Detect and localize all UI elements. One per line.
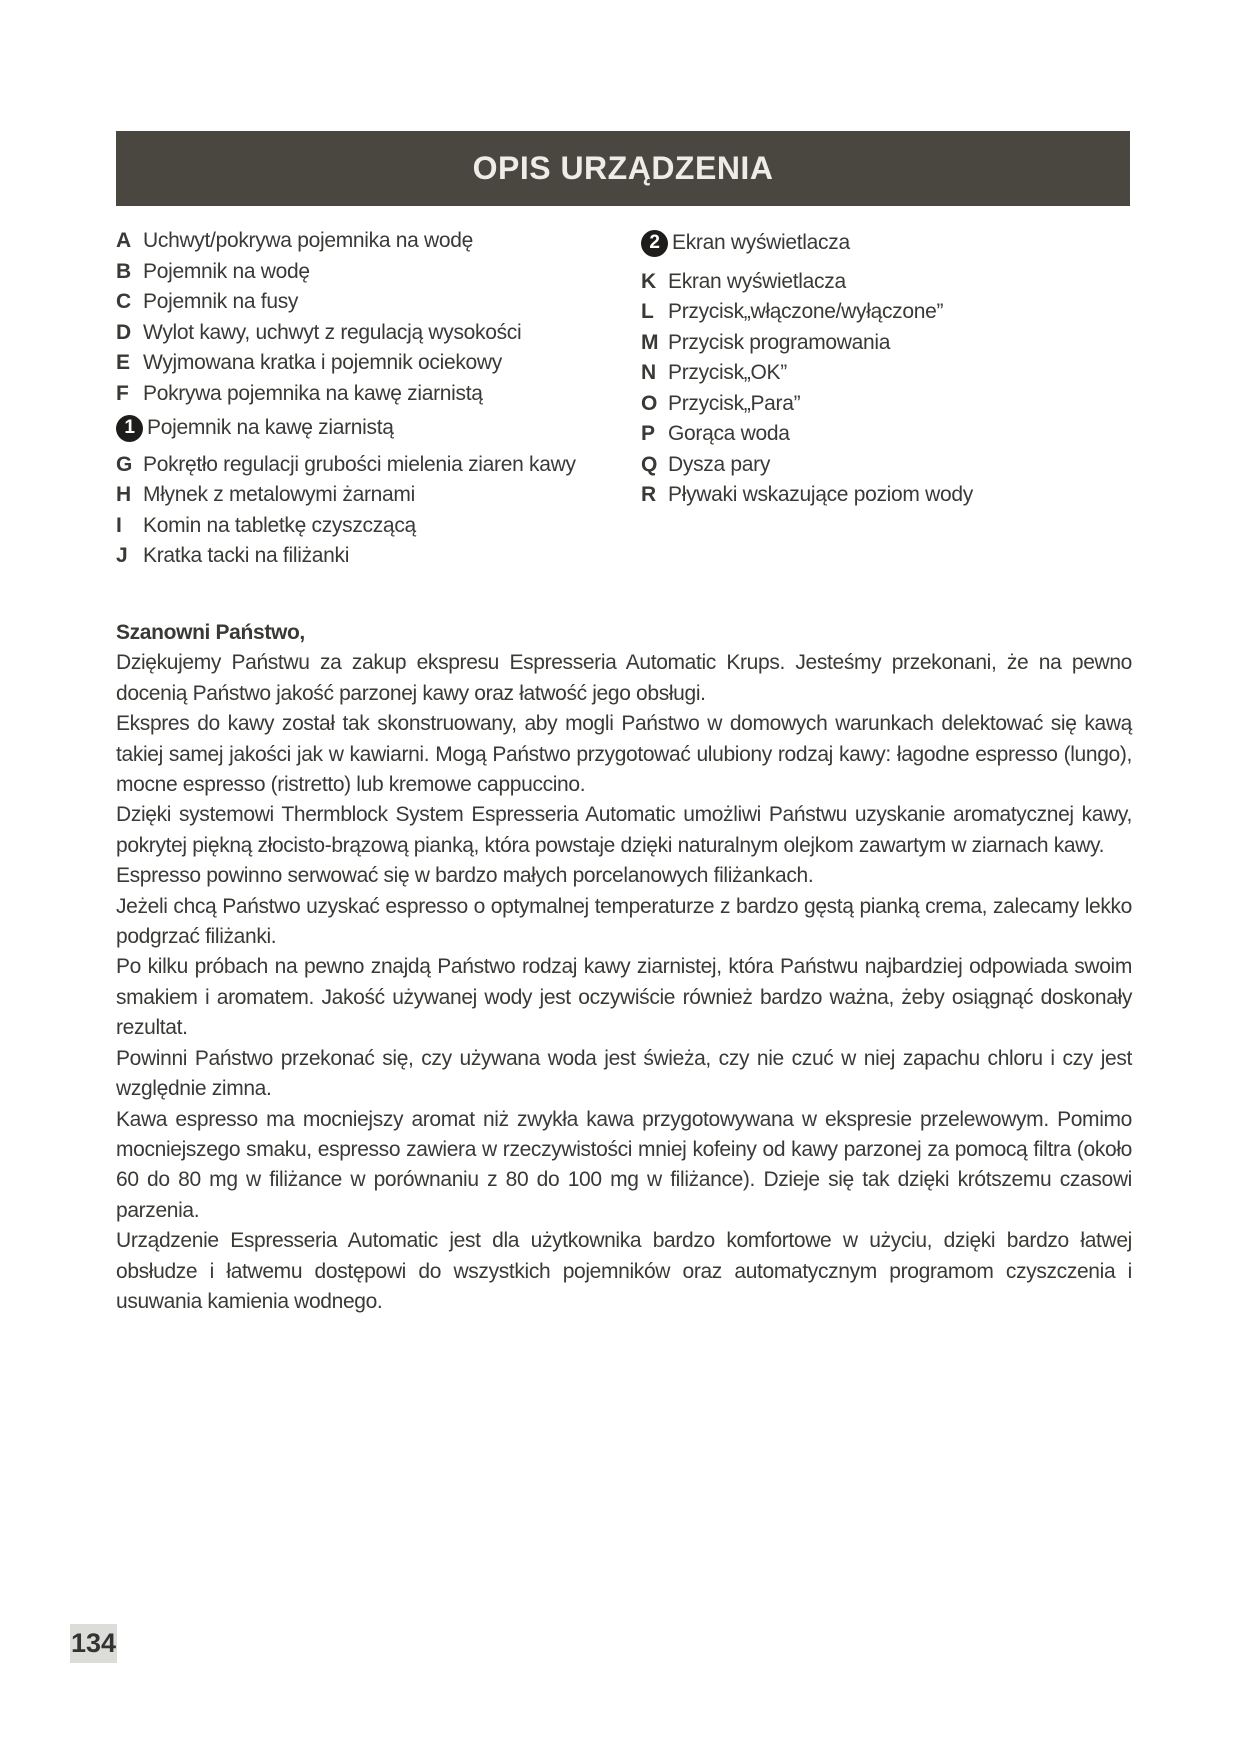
part-description: Pływaki wskazujące poziom wody [668, 483, 973, 506]
parts-list-right [641, 228, 1111, 511]
part-letter: L [641, 300, 654, 323]
parts-list-left [116, 226, 616, 572]
part-letter: O [641, 391, 658, 415]
part-letter: Q [641, 452, 658, 476]
paragraph: Urządzenie Espresseria Automatic jest dla użytkownika bardzo komfortowe w użyciu, dzięki bardzo łatwej obsłudze i łatwemu dostępowi do wszystkich pojemników oraz automatycznym programom czyszczenia i usuwania kamienia wodnego. [116, 1229, 1132, 1313]
part-item [641, 358, 1111, 389]
paragraph: Dzięki systemowi Thermblock System Espresseria Automatic umożliwi Państwu uzyskanie aromatycznej kawy, pokrytej piękną złocisto-brązową pianką, która powstaje dzięki naturalnym olejkom zawartym w ziarnach kawy. [116, 803, 1132, 857]
section-1-heading [116, 413, 616, 444]
part-item [116, 541, 616, 572]
paragraph: Ekspres do kawy został tak skonstruowany, aby mogli Państwo w domowych warunkach delektować się kawą takiej samej jakości jak w kawiarni. Mogą Państwo przygotować ulubiony rodzaj kawy: łagodne espresso (lungo), mocne espresso (ristretto) lub kremowe cappuccino. [116, 712, 1132, 797]
part-item [116, 287, 616, 318]
part-description: Przycisk„Para” [668, 391, 801, 415]
part-letter: M [641, 330, 659, 354]
part-item [116, 511, 616, 542]
part-description: Młynek z metalowymi żarnami [143, 483, 415, 506]
part-item [116, 318, 616, 349]
part-description: Pojemnik na wodę [143, 259, 310, 283]
greeting: Szanowni Państwo, [116, 621, 305, 644]
section-title: OPIS URZĄDZENIA [472, 150, 774, 186]
number-badge-2: 2 [641, 230, 668, 257]
part-description: Uchwyt/pokrywa pojemnika na wodę [143, 229, 474, 252]
part-description: Pokrętło regulacji grubości mielenia ziaren kawy [143, 452, 576, 476]
part-description: Przycisk„OK” [668, 361, 787, 384]
part-item [641, 389, 1111, 420]
part-letter: G [116, 452, 133, 476]
paragraph: Po kilku próbach na pewno znajdą Państwo rodzaj kawy ziarnistej, która Państwu najbardziej odpowiada swoim smakiem i aromatem. Jakość używanej wody jest oczywiście również bardzo ważna, żeby osiągnąć doskonały rezultat. [116, 955, 1132, 1040]
part-item [116, 226, 616, 257]
paragraph: Dziękujemy Państwu za zakup ekspresu Espresseria Automatic Krups. Jesteśmy przekonani, że na pewno docenią Państwo jakość parzonej kawy oraz łatwość jego obsługi. [116, 651, 1132, 705]
number-badge-1: 1 [116, 415, 143, 442]
part-letter: J [116, 544, 128, 567]
part-item [116, 348, 616, 379]
paragraph: Jeżeli chcą Państwo uzyskać espresso o optymalnej temperaturze z bardzo gęstą pianką crema, zalecamy lekko podgrzać filiżanki. [116, 894, 1132, 949]
part-letter: B [116, 259, 131, 283]
section-1-label: Pojemnik na kawę ziarnistą [147, 416, 394, 439]
part-letter: R [641, 483, 656, 506]
paragraph: Kawa espresso ma mocniejszy aromat niż zwykła kawa przygotowywana w ekspresie przelewowym. Pomimo mocniejszego smaku, espresso zawiera w rzeczywistości mniej kofeiny od kawy parzonej za pomocą filtra (około 60 do 80 mg w filiżance w porównaniu z 80 do 100 mg w filiżance). Dzieje się tak dzięki krótszemu czasowi parzenia. [116, 1107, 1132, 1222]
part-description: Dysza pary [668, 452, 771, 476]
part-letter: I [116, 513, 122, 537]
part-item [641, 419, 1111, 450]
part-description: Wylot kawy, uchwyt z regulacją wysokości [143, 320, 522, 344]
part-item [641, 480, 1111, 511]
introduction-text [116, 618, 1132, 1317]
section-header [116, 131, 1130, 206]
paragraph: Espresso powinno serwować się w bardzo małych porcelanowych filiżankach. [116, 864, 814, 888]
part-letter: N [641, 361, 656, 384]
part-description: Gorąca woda [668, 422, 790, 445]
part-description: Pokrywa pojemnika na kawę ziarnistą [143, 381, 483, 405]
part-item [641, 450, 1111, 481]
part-description: Przycisk programowania [668, 330, 891, 354]
part-letter: C [116, 290, 131, 313]
part-description: Ekran wyświetlacza [668, 269, 846, 293]
part-letter: D [116, 320, 131, 344]
part-item [116, 480, 616, 511]
part-letter: H [116, 483, 131, 506]
part-letter: P [641, 422, 655, 445]
part-item [641, 267, 1111, 298]
part-item [116, 450, 616, 481]
part-letter: F [116, 381, 129, 405]
section-2-heading [641, 228, 1111, 259]
paragraph: Powinni Państwo przekonać się, czy używana woda jest świeża, czy nie czuć w niej zapachu chloru i czy jest względnie zimna. [116, 1046, 1132, 1101]
page-number: 134 [70, 1624, 117, 1663]
part-description: Wyjmowana kratka i pojemnik ociekowy [143, 351, 502, 374]
part-item [116, 257, 616, 288]
part-description: Przycisk„włączone/wyłączone” [668, 300, 944, 323]
part-description: Pojemnik na fusy [143, 290, 299, 313]
part-description: Komin na tabletkę czyszczącą [143, 513, 416, 537]
section-2-label: Ekran wyświetlacza [672, 231, 850, 254]
part-item [116, 379, 616, 410]
part-letter: K [641, 269, 656, 293]
part-description: Kratka tacki na filiżanki [143, 544, 350, 567]
part-letter: A [116, 229, 131, 252]
part-item [641, 328, 1111, 359]
part-item [641, 297, 1111, 328]
part-letter: E [116, 351, 130, 374]
